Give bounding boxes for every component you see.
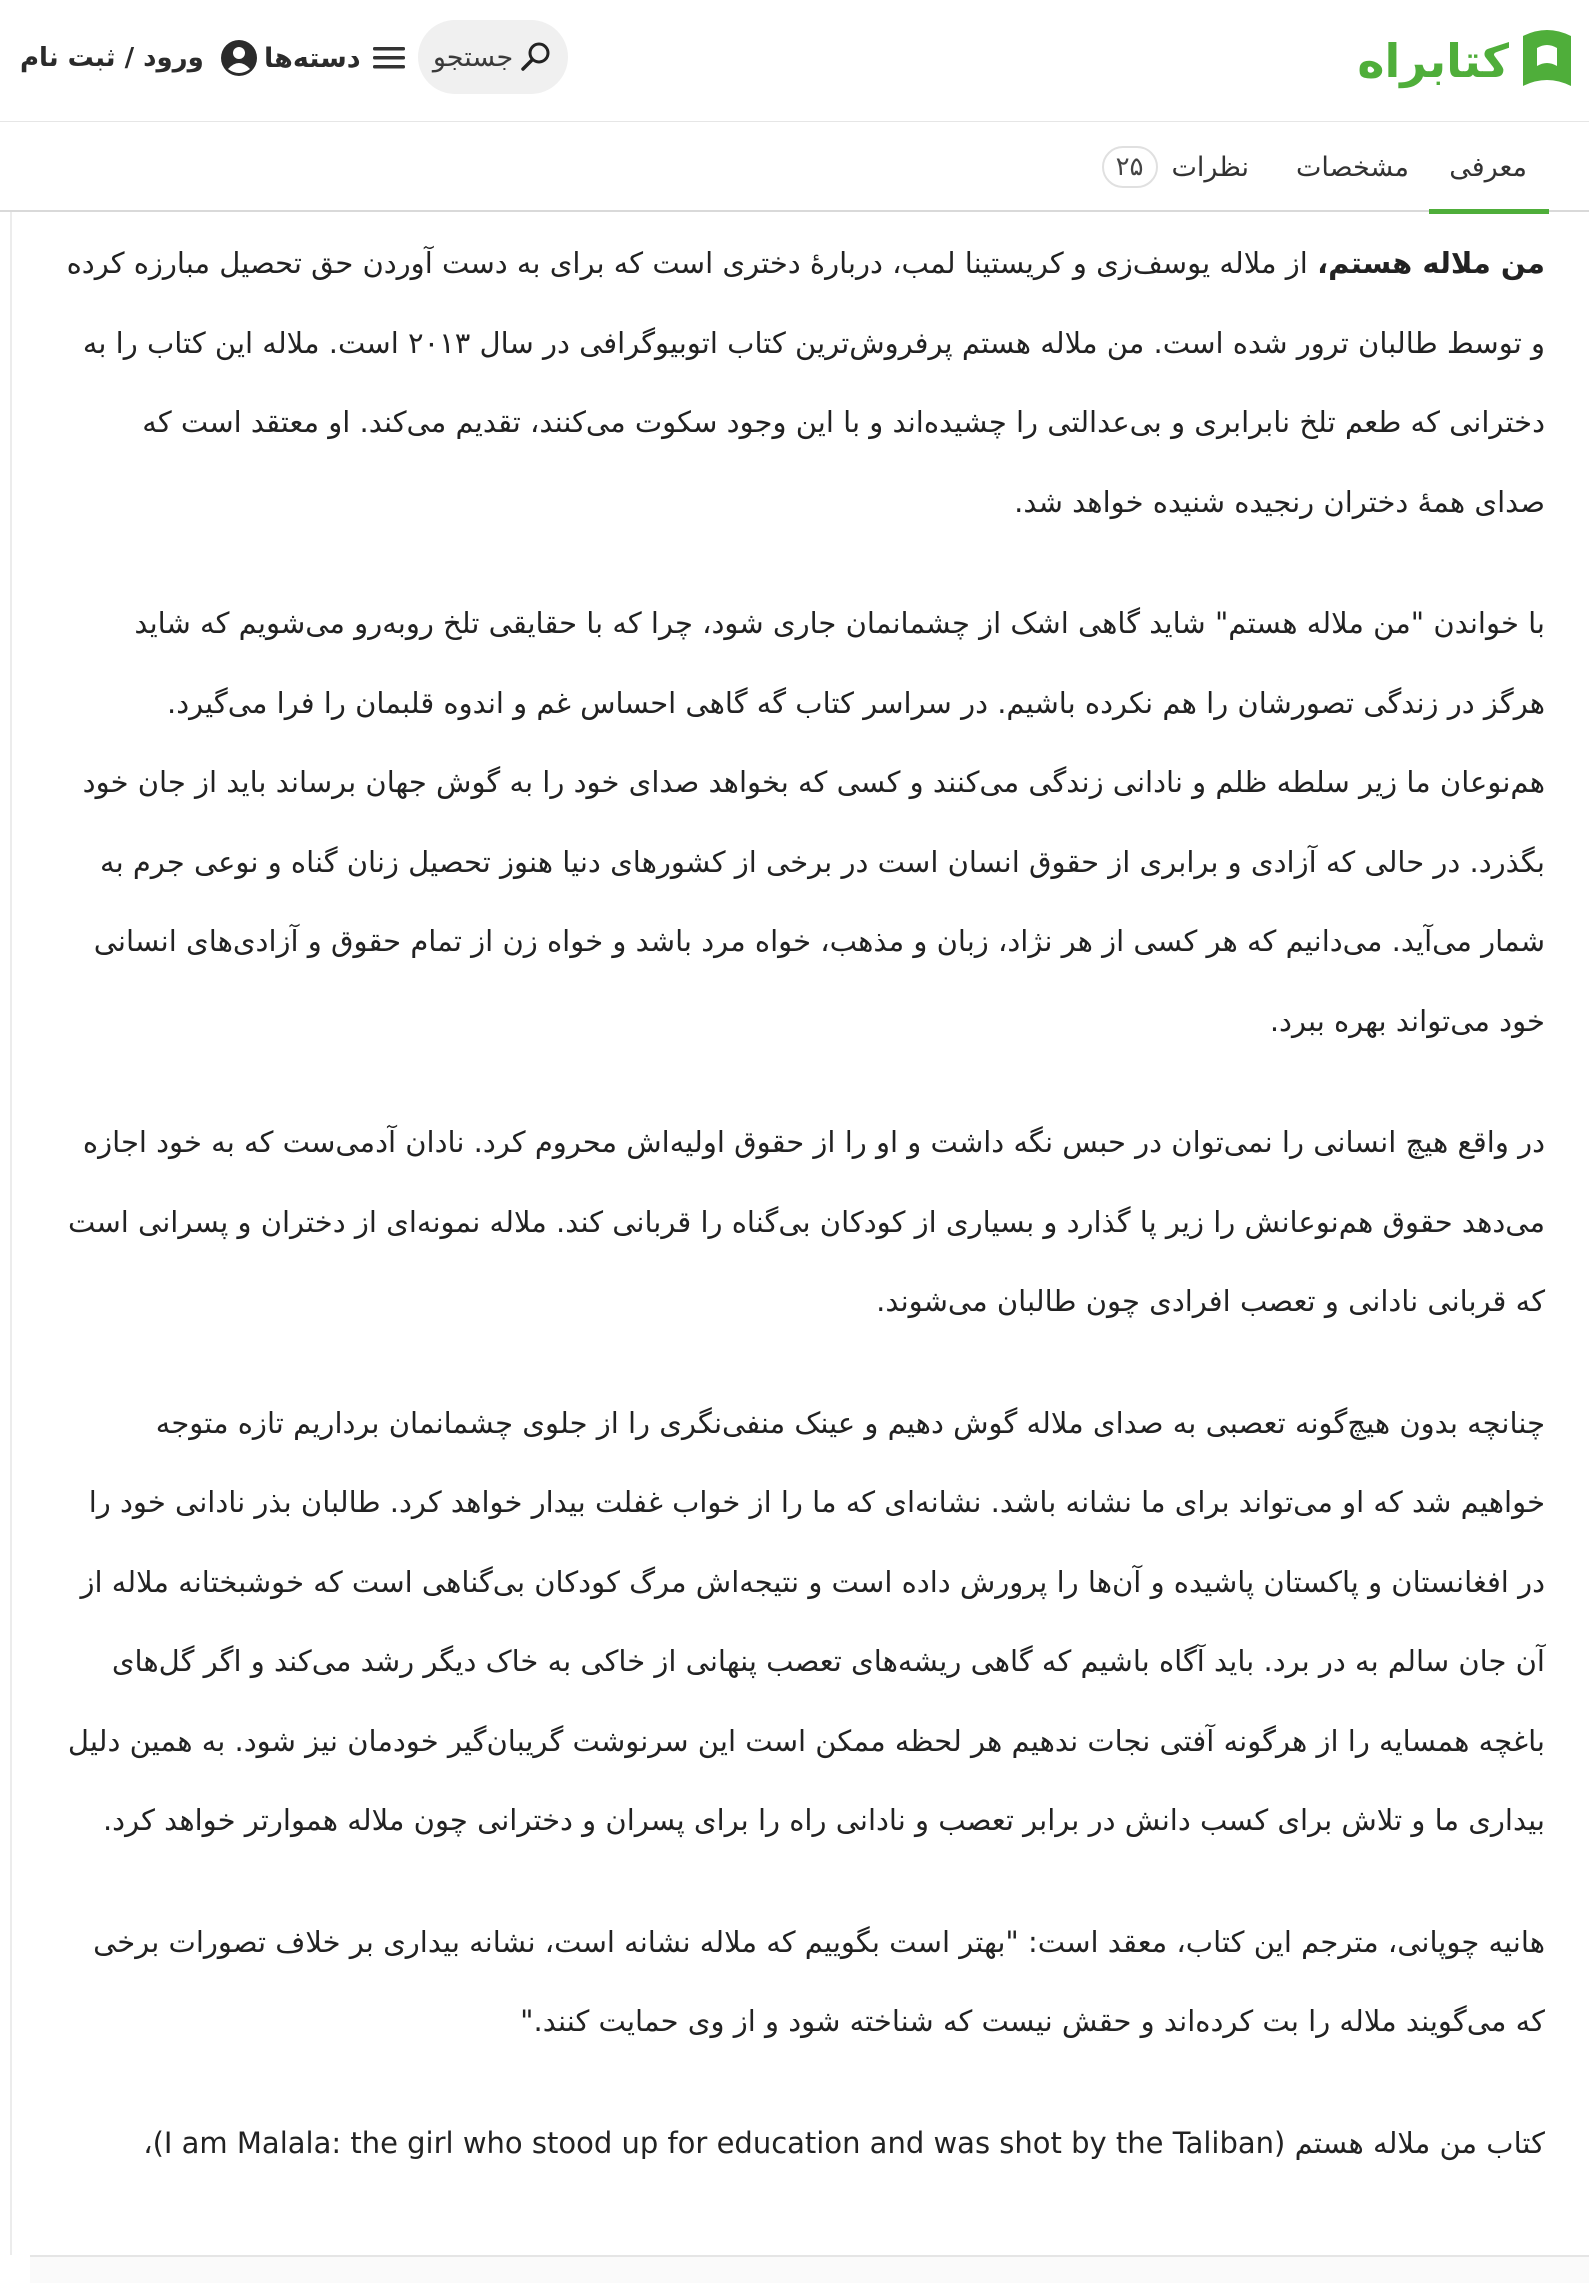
search-label: جستجو: [432, 41, 514, 73]
tab-specifications-label: مشخصات: [1295, 151, 1409, 183]
search-icon: [519, 40, 553, 74]
logo-text: کتابراه: [1357, 34, 1509, 88]
product-tabs: [0, 122, 1589, 212]
site-logo[interactable]: [1357, 22, 1579, 100]
logo-book-icon: [1515, 26, 1579, 96]
paragraph-text: کتاب من ملاله هستم: [1285, 2125, 1545, 2160]
categories-button[interactable]: [264, 30, 407, 86]
description-paragraph: [66, 2104, 1545, 2184]
tab-comments[interactable]: [1102, 122, 1249, 212]
description-paragraph: هانیه چوپانی، مترجم این کتاب، معقد است: "بهتر است بگوییم که ملاله نشانه است، نشانه بیداری بر خلاف تصورات برخی که می‌گویند ملاله را بت کرده‌اند و حقش نیست که شناخته شود و از وی حمایت کنند.": [93, 1924, 1545, 2038]
tab-comments-label: نظرات: [1171, 151, 1249, 183]
categories-label: دسته‌ها: [264, 42, 361, 74]
book-description: [10, 212, 1589, 2255]
user-account-icon: [220, 39, 258, 77]
description-paragraph: در واقع هیچ انسانی را نمی‌توان در حبس نگه داشت و او را از حقوق اولیه‌اش محروم کرد. نادان آدمی‌ست که به خود اجازه می‌دهد حقوق هم‌نوعانش را زیر پا گذارد و بسیاری از کودکان بی‌گناه را قربانی کند. ملاله نمونه‌ای از دختران و پسرانی است که قربانی نادانی و تعصب افرادی چون طالبان می‌شوند.: [67, 1125, 1545, 1318]
tab-introduction[interactable]: [1449, 122, 1527, 212]
description-paragraph: چنانچه بدون هیچ‌گونه تعصبی به صدای ملاله گوش دهیم و عینک منفی‌نگری را از جلوی چشمانمان برداریم تازه متوجه خواهیم شد که او می‌تواند برای ما نشانه باشد. نشانه‌ای که ما را از خواب غفلت بیدار خواهد کرد. طالبان بذر نادانی خود را در افغانستان و پاکستان پاشیده و آن‌ها را پرورش داده است و نتیجه‌اش مرگ کودکان بی‌گناهی است که خوشبختانه ملاله از آن جان سالم به در برد. باید آگاه باشیم که گاهی ریشه‌های تعصب پنهانی از خاکی به خاک دیگر رشد می‌کند و اگر گل‌های باغچه همسایه را از هرگونه آفتی نجات ندهیم هر لحظه ممکن است این سرنوشت گریبان‌گیر خودمان نیز شود. به همین دلیل بیداری ما و تلاش برای کسب دانش در برابر تعصب و نادانی راه را برای پسران و دخترانی چون ملاله هموارتر خواهد کرد.: [67, 1405, 1545, 1837]
tab-introduction-label: معرفی: [1449, 151, 1527, 183]
description-paragraph: با خواندن "من ملاله هستم" شاید گاهی اشک از چشمانمان جاری شود، چرا که با حقایقی تلخ روبه‌رو می‌شویم که شاید هرگز در زندگی تصورشان را هم نکرده باشیم. در سراسر کتاب گه گاهی احساس غم و اندوه قلبمان را فرا می‌گیرد. هم‌نوعان ما زیر سلطه ظلم و نادانی زندگی می‌کنند و کسی که بخواهد صدای خود را به گوش جهان برساند باید از جان خود بگذرد. در حالی که آزادی و برابری از حقوق انسان است در برخی از کشورهای دنیا هنوز تحصیل زنان گناه و نوعی جرم به شمار می‌آید. می‌دانیم که هر کسی از هر نژاد، زبان و مذهب، خواه مرد باشد و خواه زن از تمام حقوق و آزادی‌های انسانی خود می‌تواند بهره ببرد.: [82, 606, 1545, 1038]
description-paragraph: [66, 224, 1545, 542]
login-register-button[interactable]: [20, 30, 258, 86]
book-title-bold: من ملاله هستم،: [1317, 246, 1545, 280]
search-button[interactable]: [418, 20, 568, 94]
paragraph-text: از ملاله یوسف‌زی و کریستینا لمب، دربارهٔ دختری است که برای به دست آوردن حق تحصیل مبارزه کرده و توسط طالبان ترور شده است. من ملاله هستم پرفروش‌ترین کتاب اتوبیوگرافی در سال ۲۰۱۳ است. ملاله این کتاب را به دخترانی که طعم تلخ نابرابری و بی‌عدالتی را چشیده‌اند و با این وجود سکوت می‌کنند، تقدیم می‌کند. او معتقد است که صدای همهٔ دختران رنجیده شنیده خواهد شد.: [66, 246, 1545, 519]
paragraph-text: ،: [143, 2125, 153, 2160]
login-register-label: ورود / ثبت نام: [20, 43, 204, 73]
bottom-divider: [30, 2255, 1589, 2283]
tab-specifications[interactable]: [1296, 122, 1409, 212]
top-header: [0, 0, 1589, 122]
english-title: (I am Malala: the girl who stood up for education and was shot by the Taliban): [152, 2125, 1286, 2160]
comments-count-badge: ۲۵: [1102, 146, 1158, 188]
hamburger-menu-icon: [371, 43, 407, 73]
